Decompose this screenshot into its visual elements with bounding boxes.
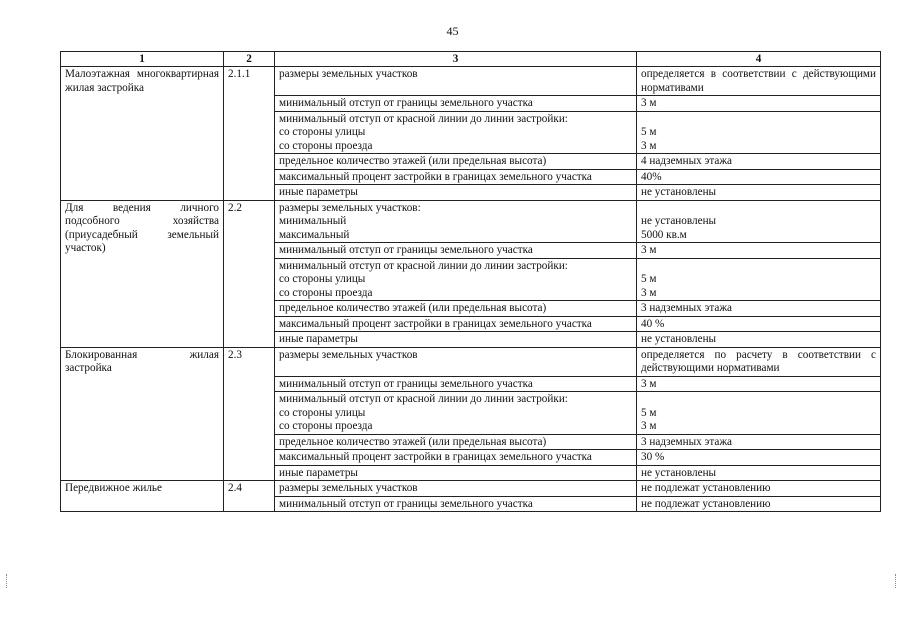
value-cell [637,200,881,243]
value-text: 5 м [641,406,657,419]
value-text: 40 % [641,317,665,330]
land-use-code: 2.4 [224,481,275,512]
parameter-cell [275,496,637,512]
parameter-cell [275,67,637,96]
land-use-name: Передвижное жилье [61,481,224,512]
parameter-text: со стороны улицы [279,406,366,419]
value-cell [637,243,881,259]
land-use-name: Блокированная жилая застройка [61,347,224,481]
scan-edge-mark [6,574,8,588]
parameter-cell [275,154,637,170]
column-header-3: 3 [275,52,637,67]
value-text: определяется в соответствии с действующими нормативами [641,68,876,94]
value-text: 3 м [641,139,657,152]
value-text: не установлены [641,466,717,479]
parameter-text: минимальный отступ от красной линии до линии застройки: [279,112,568,125]
land-use-code: 2.1.1 [224,67,275,201]
parameter-text: максимальный процент застройки в границах земельного участка [279,451,592,463]
value-text: не подлежат установлению [641,497,771,510]
value-cell [637,332,881,348]
value-cell [637,169,881,185]
table-header-row [61,52,881,67]
value-cell [637,316,881,332]
land-use-name: Для ведения личного подсобного хозяйства (приусадебный земельный участок) [61,200,224,347]
value-text: 3 м [641,286,657,299]
parameter-text: иные параметры [279,333,358,345]
parameter-cell [275,96,637,112]
value-cell [637,392,881,435]
parameter-text: со стороны проезда [279,139,373,152]
column-header-4: 4 [637,52,881,67]
parameter-text: размеры земельных участков [279,68,418,80]
page-number: 45 [446,24,459,38]
parameter-text: максимальный [279,228,350,241]
land-use-code: 2.3 [224,347,275,481]
column-header-1: 1 [61,52,224,67]
table-body [61,67,881,512]
value-cell [637,111,881,154]
land-use-code: 2.2 [224,200,275,347]
parameter-cell [275,169,637,185]
parameter-text: предельное количество этажей (или предельная высота) [279,435,547,448]
value-cell [637,96,881,112]
table-row [61,200,881,243]
value-text: 3 м [641,244,657,256]
parameter-text: со стороны проезда [279,420,373,432]
parameter-cell [275,481,637,497]
parameter-text: минимальный отступ от границы земельного участка [279,497,533,510]
parameter-cell [275,434,637,450]
parameter-text: минимальный отступ от границы земельного участка [279,97,533,109]
parameter-cell [275,243,637,259]
parameter-text: минимальный отступ от красной линии до линии застройки: [279,259,568,272]
value-text: 3 м [641,377,657,390]
value-text: 4 надземных этажа [641,155,733,167]
value-text [641,393,876,407]
value-text: определяется по расчету в соответствии с действующими нормативами [641,348,876,374]
value-text: не установлены [641,333,717,345]
parameter-cell [275,347,637,376]
value-text: не установлены [641,186,717,198]
value-text: 30 % [641,451,665,463]
parameter-text: предельное количество этажей (или предельная высота) [279,302,547,314]
parameter-text: минимальный [279,215,347,227]
value-cell [637,301,881,317]
value-cell [637,481,881,497]
parameter-cell [275,316,637,332]
parameter-text: максимальный процент застройки в границах земельного участка [279,317,592,330]
parameter-text: предельное количество этажей (или предельная высота) [279,155,547,167]
parameter-text: минимальный отступ от границы земельного участка [279,377,533,390]
value-text: не подлежат установлению [641,482,771,494]
value-text: 5 м [641,126,657,138]
parameter-text: размеры земельных участков [279,348,418,361]
value-cell [637,347,881,376]
parameter-cell [275,376,637,392]
value-cell [637,376,881,392]
value-cell [637,154,881,170]
parameter-cell [275,185,637,201]
parameter-text: размеры земельных участков [279,482,418,494]
parameter-text: со стороны проезда [279,286,373,299]
parameter-text: иные параметры [279,466,358,479]
parameter-cell [275,465,637,481]
parameter-cell [275,301,637,317]
table-row [61,481,881,497]
land-use-table [60,51,881,512]
value-cell [637,67,881,96]
value-cell [637,434,881,450]
parameter-text: иные параметры [279,186,358,198]
parameter-cell [275,450,637,466]
value-cell [637,496,881,512]
value-text: 3 надземных этажа [641,435,733,448]
value-text [641,202,876,216]
value-cell [637,465,881,481]
parameter-text: размеры земельных участков: [279,201,421,214]
value-cell [637,258,881,301]
parameter-text: со стороны улицы [279,126,366,138]
value-text: 3 надземных этажа [641,302,733,314]
value-cell [637,185,881,201]
value-text: не установлены [641,215,717,227]
parameter-text: минимальный отступ от красной линии до линии застройки: [279,393,568,405]
table-row [61,347,881,376]
parameter-cell [275,332,637,348]
parameter-text: минимальный отступ от границы земельного участка [279,244,533,256]
value-text: 5 м [641,273,657,285]
value-text: 3 м [641,97,657,109]
value-text [641,260,876,274]
value-text: 40% [641,170,662,183]
column-header-2: 2 [224,52,275,67]
value-cell [637,450,881,466]
land-use-name: Малоэтажная многоквартирная жилая застройка [61,67,224,201]
parameter-cell [275,258,637,301]
value-text: 3 м [641,420,657,432]
parameter-cell [275,392,637,435]
scan-edge-mark [895,574,897,588]
table-row [61,67,881,96]
parameter-cell [275,200,637,243]
parameter-text: со стороны улицы [279,273,366,285]
parameter-text: максимальный процент застройки в границах земельного участка [279,170,592,183]
value-text: 5000 кв.м [641,228,687,241]
parameter-cell [275,111,637,154]
value-text [641,113,876,127]
